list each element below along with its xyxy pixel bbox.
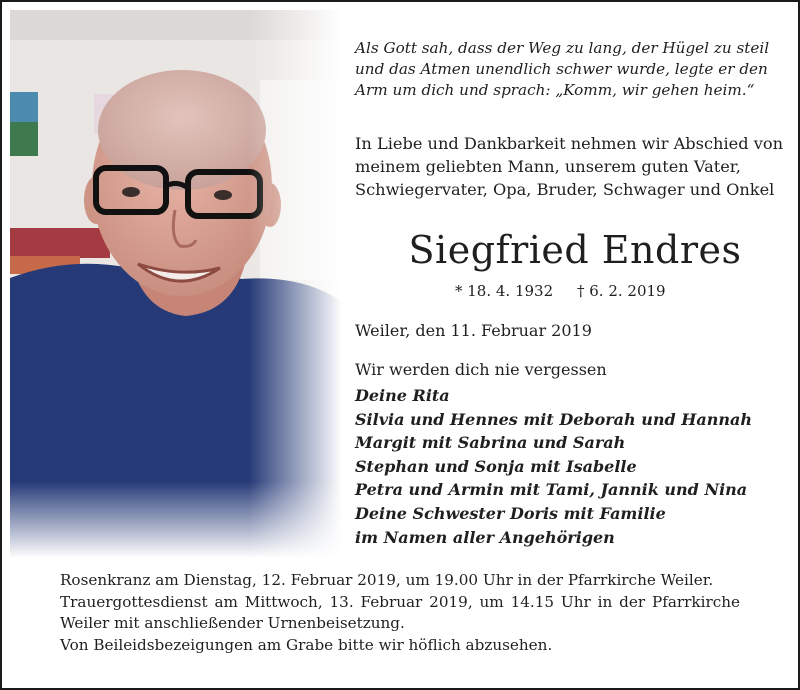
funeral-service-notice: Trauergottesdienst am Mittwoch, 13. Februar 2019, um 14.15 Uhr in der Pfarrkirche Weiler mit anschließender Urnenbeisetzung. <box>60 592 740 632</box>
portrait-photo <box>10 10 342 558</box>
rosary-notice: Rosenkranz am Dienstag, 12. Februar 2019, um 19.00 Uhr in der Pfarrkirche Weiler. <box>60 571 714 589</box>
list-item: Margit mit Sabrina und Sarah <box>355 433 626 453</box>
list-item: Deine Rita <box>355 386 450 405</box>
list-item: Silvia und Hennes mit Deborah und Hannah <box>355 409 753 429</box>
condolence-notice: Von Beileidsbezeigungen am Grabe bitte wir höflich abzusehen. <box>60 635 553 654</box>
service-details <box>60 570 740 656</box>
mourners-list <box>355 384 795 549</box>
list-item: Deine Schwester Doris mit Familie <box>355 503 666 523</box>
list-item: Stephan und Sonja mit Isabelle <box>355 456 637 476</box>
quote-text: Als Gott sah, dass der Weg zu lang, der Hügel zu steil und das Atmen unendlich schwer wurde, legte er den Arm um dich und sprach: „Komm, wir gehen heim.“ <box>355 39 770 99</box>
forget-line: Wir werden dich nie vergessen <box>355 360 607 379</box>
list-item: im Namen aller Angehörigen <box>355 527 615 547</box>
birth-date: * 18. 4. 1932 <box>455 282 554 300</box>
intro-text: In Liebe und Dankbarkeit nehmen wir Abschied von meinem geliebten Mann, unserem guten Vater, Schwiegervater, Opa, Bruder, Schwager und Onkel <box>355 134 784 199</box>
deceased-name: Siegfried Endres <box>408 228 742 272</box>
death-date: † 6. 2. 2019 <box>577 282 666 300</box>
list-item: Petra und Armin mit Tami, Jannik und Nina <box>355 480 748 500</box>
place-and-date: Weiler, den 11. Februar 2019 <box>355 321 592 340</box>
